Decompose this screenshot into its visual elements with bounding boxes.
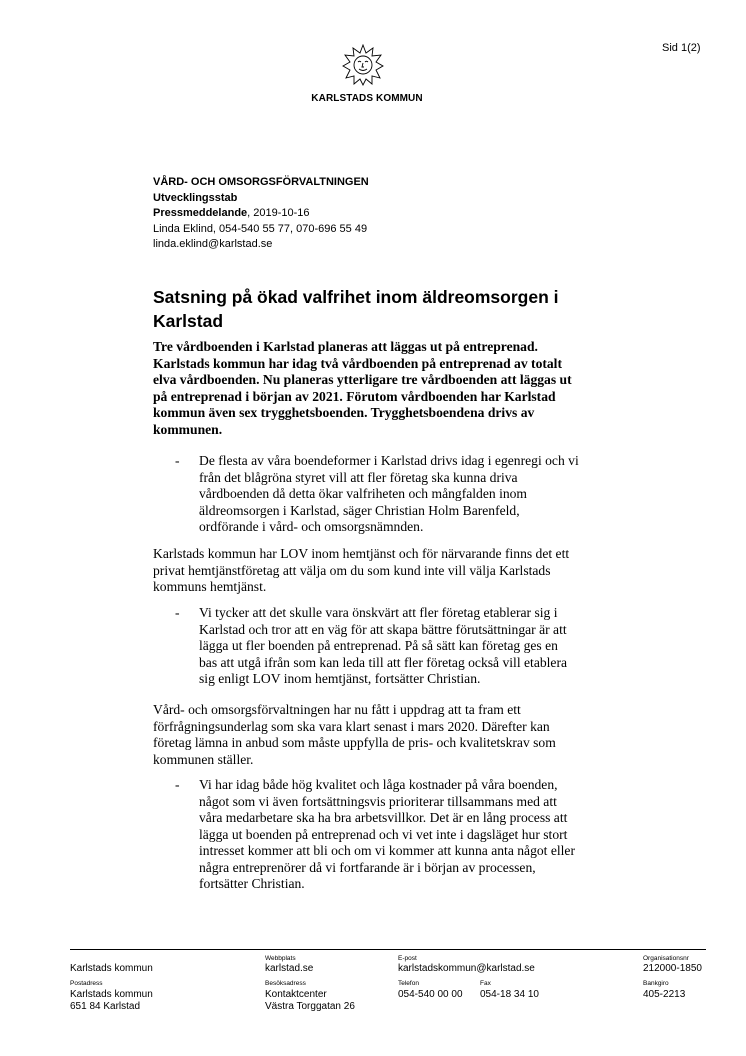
quote-line: ordförande i vård- och omsorgsnämnden.: [199, 519, 424, 534]
footer-web-label: Webbplats: [265, 955, 296, 962]
press-line: [153, 206, 369, 222]
quote-block: [175, 453, 635, 537]
quote-text: [199, 453, 639, 536]
quote-text: [199, 777, 639, 893]
quote-dash: -: [175, 453, 180, 468]
paragraph-line: kommuns hemtjänst.: [153, 579, 267, 594]
quote-block: [175, 777, 635, 897]
footer-org-name: Karlstads kommun: [70, 963, 153, 974]
footer-visit-line: Västra Torggatan 26: [265, 1001, 355, 1012]
paragraph-line: företag lämna in anbud som måste uppfylla de pris- och kvalitetskrav som: [153, 735, 556, 750]
contact-line: Linda Eklind, 054-540 55 77, 070-696 55 49: [153, 222, 368, 235]
headline-line: Karlstad: [153, 311, 224, 331]
press-label: Pressmeddelande: [153, 207, 248, 219]
lead-line: på entreprenad i början av 2021. Förutom vårdboenden har Karlstad: [153, 388, 556, 404]
lead-line: elva vårdboenden. Nu planeras ytterligare tre vårdboenden att läggas ut: [153, 372, 572, 387]
footer-orgnr-value: 212000-1850: [643, 963, 702, 974]
quote-line: något som vi även fortsättningsvis prioriterar tillsammans med att: [199, 793, 557, 809]
lead-line: kommunen.: [153, 421, 223, 437]
quote-text: [199, 605, 639, 688]
quote-line: Vi tycker att det skulle vara önskvärt att fler företag etablerar sig i: [199, 605, 558, 620]
quote-line: från det blågröna styret vill att fler företag ska kunna driva: [199, 469, 518, 485]
paragraph-line: privat hemtjänstföretag att välja om du som kund inte vill välja Karlstads: [153, 562, 551, 578]
paragraph-line: Vård- och omsorgsförvaltningen har nu fått i uppdrag att ta fram ett: [153, 702, 521, 717]
lead-line: Karlstads kommun har idag två vårdboenden på entreprenad av totalt: [153, 355, 562, 371]
quote-line: lägga ut boenden på entreprenad och vi vet inte i dagsläget hur stort: [199, 826, 568, 842]
footer-phone-value: 054-540 00 00: [398, 989, 463, 1000]
quote-line: vårdboenden då detta ökar valfriheten och mångfalden inom: [199, 486, 528, 501]
footer-web-link[interactable]: karlstad.se: [265, 963, 314, 974]
quote-line: våra medarbetare ska ha bra arbetsvillkor. Det är en lång process att: [199, 810, 568, 825]
quote-dash: -: [175, 605, 180, 620]
footer-bankgiro-label: Bankgiro: [643, 980, 669, 987]
quote-dash: -: [175, 777, 180, 792]
quote-line: lägga ut fler boenden på entreprenad. På så sätt kan företag ges en: [199, 638, 558, 653]
footer-email-label: E-post: [398, 955, 417, 962]
quote-line: intresset kommer att bli och om vi kommer att kunna anta något eller: [199, 843, 575, 858]
footer-phone-label: Telefon: [398, 980, 419, 987]
footer-postal-label: Postadress: [70, 980, 103, 987]
quote-line: sig enligt LOV inom hemtjänst, fortsätter Christian.: [199, 671, 481, 686]
footer-divider: [70, 949, 706, 950]
press-header: [153, 175, 369, 253]
paragraph-line: kommunen ställer.: [153, 751, 254, 767]
footer-postal-line: Karlstads kommun: [70, 989, 153, 1000]
department-name: VÅRD- OCH OMSORGSFÖRVALTNINGEN: [153, 176, 369, 188]
lead-line: kommun även sex trygghetsboenden. Trygghetsboendena drivs av: [153, 405, 535, 420]
contact-email: linda.eklind@karlstad.se: [153, 238, 273, 250]
footer-fax-label: Fax: [480, 980, 491, 987]
page-number: Sid 1(2): [662, 42, 701, 54]
quote-line: fortsätter Christian.: [199, 876, 305, 891]
headline-line: Satsning på ökad valfrihet inom äldreomsorgen i: [153, 287, 559, 307]
quote-line: Karlstad och tror att en väg för att skapa bättre förutsättningar är att: [199, 621, 567, 637]
quote-line: några entreprenörer då vi fortfarande är i början av processen,: [199, 859, 536, 875]
headline: [153, 285, 673, 333]
footer-email-link[interactable]: karlstadskommun@karlstad.se: [398, 963, 535, 974]
quote-line: bas att utgå ifrån som kan leda till att fler företag också vill etablera: [199, 654, 568, 670]
karlstad-sun-logo-icon: [342, 44, 384, 86]
footer-visit-line: Kontaktcenter: [265, 989, 327, 1000]
footer-visit-label: Besöksadress: [265, 980, 306, 987]
footer-orgnr-label: Organisationsnr: [643, 955, 689, 962]
body-paragraph: [153, 546, 633, 596]
press-date: , 2019-10-16: [247, 207, 310, 219]
footer-fax-value: 054-18 34 10: [480, 989, 539, 1000]
quote-line: äldreomsorgen i Karlstad, säger Christian Holm Barenfeld,: [199, 502, 520, 518]
unit-name: Utvecklingsstab: [153, 191, 238, 204]
lead-line: Tre vårdboenden i Karlstad planeras att läggas ut på entreprenad.: [153, 339, 538, 354]
body-paragraph: [153, 702, 633, 768]
quote-line: Vi har idag både hög kvalitet och låga kostnader på våra boenden,: [199, 777, 558, 792]
paragraph-line: förfrågningsunderlag som ska vara klart senast i mars 2020. Därefter kan: [153, 718, 550, 734]
paragraph-line: Karlstads kommun har LOV inom hemtjänst och för närvarande finns det ett: [153, 546, 570, 561]
footer-postal-line: 651 84 Karlstad: [70, 1001, 141, 1012]
lead-paragraph: [153, 339, 633, 438]
quote-block: [175, 605, 635, 689]
organization-name: KARLSTADS KOMMUN: [311, 93, 423, 104]
quote-line: De flesta av våra boendeformer i Karlstad drivs idag i egenregi och vi: [199, 453, 579, 468]
footer-bankgiro-value: 405-2213: [643, 989, 686, 1000]
